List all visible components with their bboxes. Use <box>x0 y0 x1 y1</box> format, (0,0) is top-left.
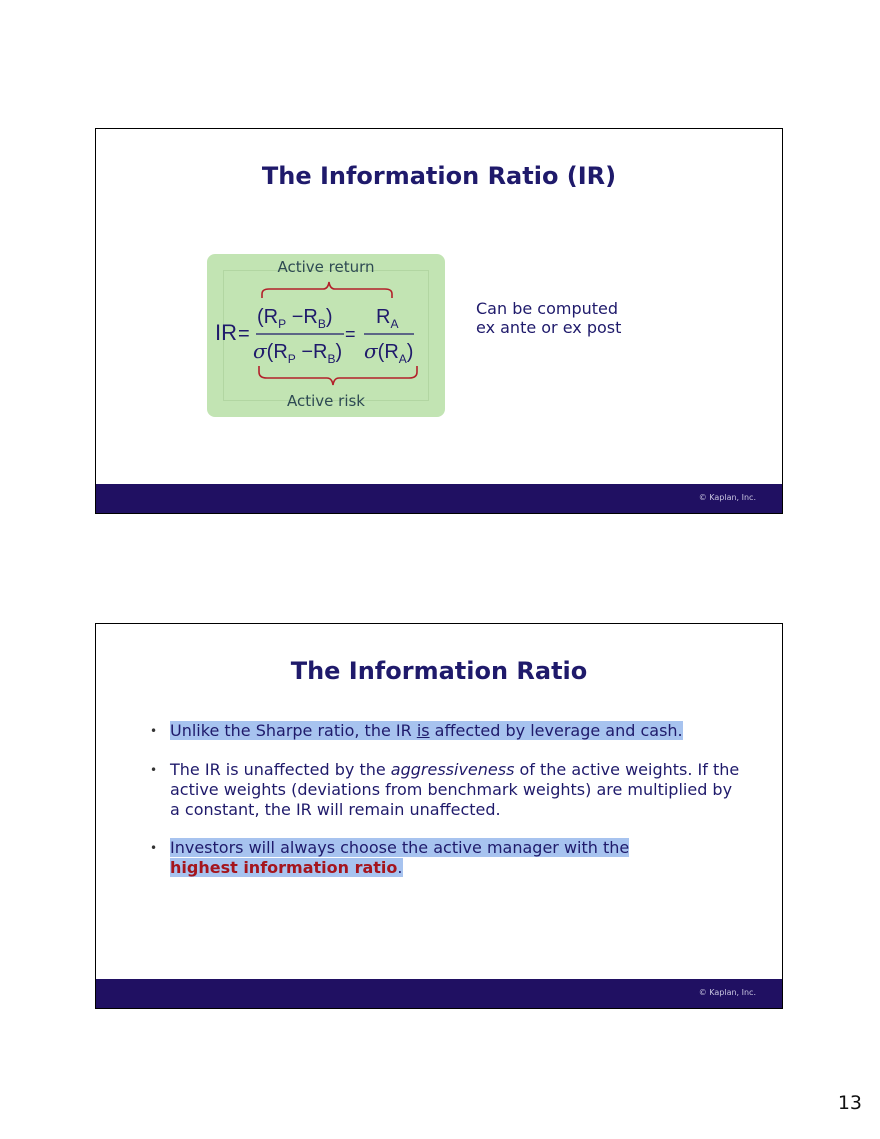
bullet-icon: • <box>150 724 158 738</box>
slide-information-ratio-ir <box>95 128 783 514</box>
bullet2-italic: aggressiveness <box>390 760 515 779</box>
slide-information-ratio <box>95 623 783 1009</box>
bullet-icon: • <box>150 841 158 855</box>
bullet2-text-end: of the active weights. If the active weights (deviations from benchmark weights) are multiplied by a constant, the IR will remain unaffected. <box>170 760 740 819</box>
active-risk-label: Active risk <box>286 392 365 410</box>
bottom-brace-icon <box>259 366 417 385</box>
bullet3-text-end: . <box>397 858 403 877</box>
frac1-numerator: $(R_P -R_B)$ <box>257 306 333 331</box>
bullet1-underlined: is <box>416 721 430 740</box>
frac2-denominator: $\sigma(R_A)$ <box>364 339 414 366</box>
bullet1-text-start: Unlike the Sharpe ratio, the IR <box>170 721 417 740</box>
ir-lhs: IR <box>215 320 237 345</box>
bullet-list <box>144 721 744 878</box>
bullet-icon: • <box>150 763 158 777</box>
list-item <box>144 838 744 878</box>
highlighted-text <box>170 858 403 877</box>
highlighted-text <box>170 721 683 740</box>
list-item <box>144 721 744 741</box>
middle-equals: = <box>345 324 356 344</box>
bullet1-text-end: affected by leverage and cash. <box>429 721 683 740</box>
footer-bar <box>96 484 782 513</box>
ir-equals: = <box>238 323 250 345</box>
footer-bar <box>96 979 782 1008</box>
frac2-numerator: $R_A$ <box>376 306 399 331</box>
slide-title: The Information Ratio (IR) <box>261 162 617 190</box>
bullet2-text-start: The IR is unaffected by the <box>170 760 391 779</box>
copyright-text: © Kaplan, Inc. <box>698 493 756 502</box>
list-item <box>144 760 744 820</box>
note-line-1: Can be computed <box>476 299 619 318</box>
bullet3-bold: highest information ratio <box>170 858 398 877</box>
formula-box <box>207 254 445 417</box>
note-line-2: ex ante or ex post <box>476 318 622 337</box>
copyright-text: © Kaplan, Inc. <box>698 988 756 997</box>
ir-formula <box>207 254 445 417</box>
computation-note <box>476 299 621 337</box>
active-return-label: Active return <box>277 258 375 276</box>
slide-title: The Information Ratio <box>290 657 588 685</box>
top-brace-icon <box>262 282 392 298</box>
page-number: 13 <box>837 1092 862 1114</box>
frac1-denominator: $\sigma(R_P -R_B)$ <box>253 339 343 366</box>
bullet3-text-start: Investors will always choose the active manager with the <box>170 838 630 857</box>
